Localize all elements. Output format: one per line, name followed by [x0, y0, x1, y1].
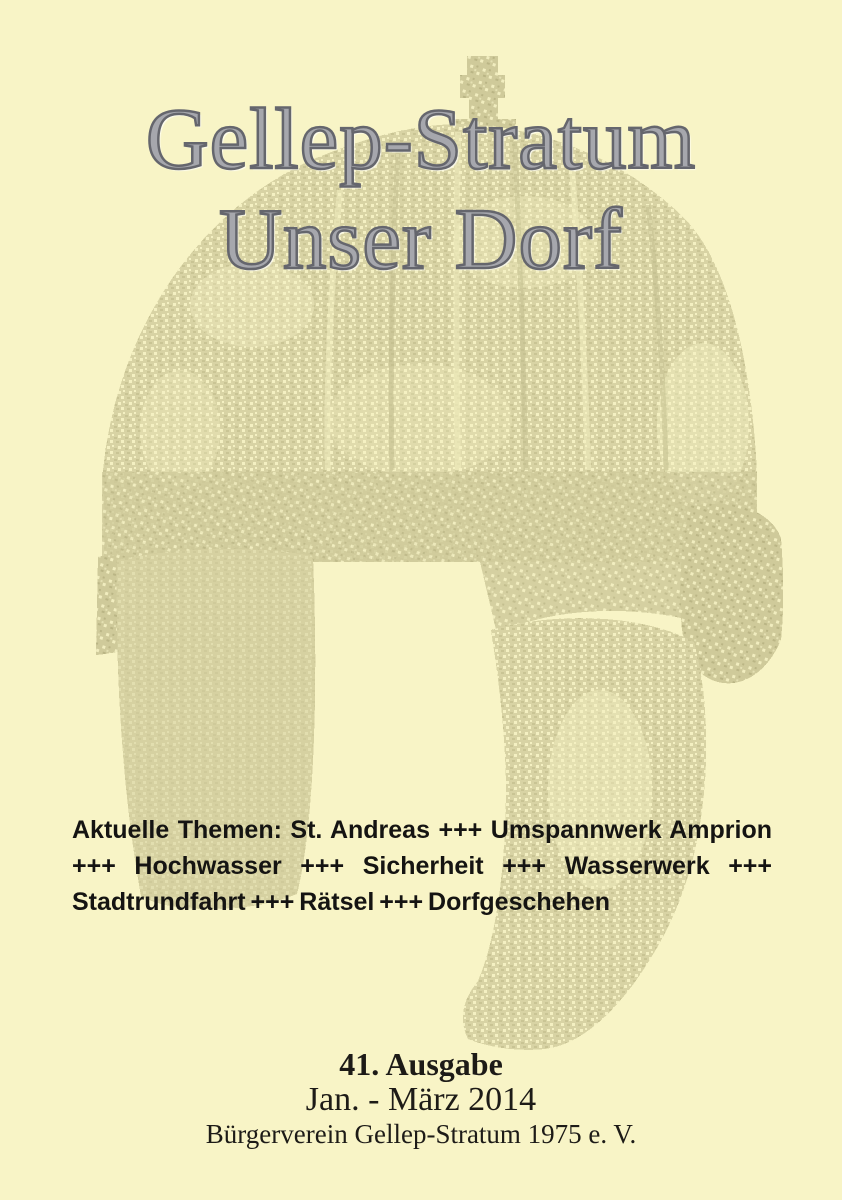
newsletter-title [0, 89, 842, 289]
topics-line-2: +++ Hochwasser +++ Sicherheit +++ Wasserwerk +++ [72, 852, 772, 880]
issue-period: Jan. - März 2014 [305, 1081, 537, 1118]
topics-line-3: Stadtrundfahrt +++ Rätsel +++ Dorfgeschehen [72, 888, 610, 916]
topics-banner [72, 812, 772, 920]
edition-number: 41. Ausgabe [339, 1046, 503, 1082]
topics-line-1: Aktuelle Themen: St. Andreas +++ Umspannwerk Amprion [72, 816, 772, 844]
title-line-2: Unser Dorf [219, 190, 623, 287]
title-line-1: Gellep-Stratum [145, 90, 697, 187]
imprint [0, 1046, 842, 1152]
publisher-name: Bürgerverein Gellep-Stratum 1975 e. V. [205, 1119, 637, 1149]
